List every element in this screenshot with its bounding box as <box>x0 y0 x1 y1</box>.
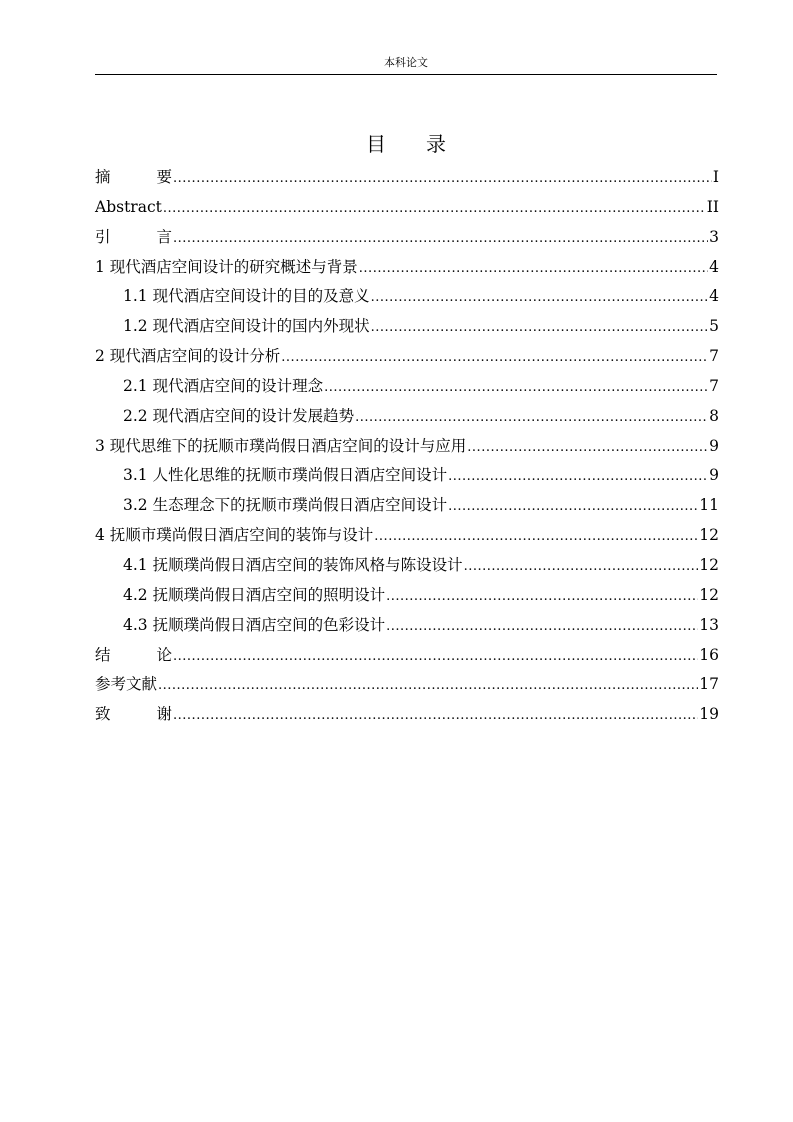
table-of-contents <box>95 163 719 730</box>
toc-entry-label <box>123 312 370 342</box>
running-header <box>95 56 717 75</box>
toc-entry-label-text: 2.2 现代酒店空间的设计发展趋势 <box>123 406 355 425</box>
toc-entry-page-number: 12 <box>699 526 719 545</box>
toc-entry-label <box>123 491 447 521</box>
toc-entry-page-number: 12 <box>699 585 719 604</box>
toc-entry-label-text: 4.1 抚顺璞尚假日酒店空间的装饰风格与陈设设计 <box>123 555 463 574</box>
toc-entry[interactable] <box>95 521 719 551</box>
toc-entry-label <box>95 342 280 372</box>
toc-entry-label <box>123 551 463 581</box>
toc-entry-label <box>95 670 157 700</box>
toc-entry-label-text-2: 要 <box>156 168 173 186</box>
toc-entry-label-text: 4.3 抚顺璞尚假日酒店空间的色彩设计 <box>123 615 386 634</box>
toc-entry-label <box>95 700 172 730</box>
toc-entry-page-number: II <box>706 197 719 216</box>
toc-dot-leader <box>173 642 698 672</box>
toc-entry[interactable] <box>95 342 719 372</box>
toc-entry-label <box>95 432 466 462</box>
toc-entry-label <box>123 461 447 491</box>
toc-entry-label-text: 结 <box>95 645 111 664</box>
toc-entry-page-number: 7 <box>709 347 719 366</box>
toc-entry-page-number: 12 <box>699 555 719 574</box>
toc-entry-label <box>123 282 370 312</box>
toc-entry-label <box>123 372 323 402</box>
toc-entry-label <box>95 163 172 193</box>
toc-dot-leader <box>464 552 699 582</box>
toc-dot-leader <box>386 612 698 642</box>
toc-entry-label-text: 2 现代酒店空间的设计分析 <box>95 347 281 366</box>
toc-entry[interactable] <box>95 163 719 193</box>
toc-dot-leader <box>173 701 698 731</box>
toc-title-char-2: 录 <box>426 132 446 156</box>
toc-entry-label <box>95 641 172 671</box>
toc-entry[interactable] <box>95 700 719 730</box>
toc-entry-label <box>123 581 385 611</box>
toc-dot-leader <box>281 343 708 373</box>
toc-entry-label-text: 4 抚顺市璞尚假日酒店空间的装饰与设计 <box>95 526 374 545</box>
toc-entry[interactable] <box>95 551 719 581</box>
toc-entry-label-text: 4.2 抚顺璞尚假日酒店空间的照明设计 <box>123 585 386 604</box>
toc-entry-label-text: 2.1 现代酒店空间的设计理念 <box>123 376 324 395</box>
toc-entry-label-text: 3.1 人性化思维的抚顺市璞尚假日酒店空间设计 <box>123 466 448 485</box>
toc-entry-label-text-2: 论 <box>156 645 173 664</box>
toc-dot-leader <box>371 313 709 343</box>
toc-entry-page-number: 8 <box>709 406 719 425</box>
toc-entry-label-text: 引 <box>95 227 111 246</box>
toc-entry-page-number: 7 <box>709 376 719 395</box>
toc-entry-label <box>95 253 358 283</box>
toc-entry-page-number: 9 <box>709 436 719 455</box>
toc-dot-leader <box>173 224 708 254</box>
toc-entry-label <box>123 402 354 432</box>
toc-dot-leader <box>448 462 708 492</box>
toc-entry[interactable] <box>95 193 719 223</box>
toc-entry-page-number: 16 <box>699 645 719 664</box>
toc-entry-label <box>95 521 373 551</box>
toc-dot-leader <box>355 403 708 433</box>
toc-entry-page-number: 13 <box>699 615 719 634</box>
toc-entry[interactable] <box>95 282 719 312</box>
toc-entry[interactable] <box>95 372 719 402</box>
toc-dot-leader <box>324 373 708 403</box>
toc-entry-label-text: 致 <box>95 705 111 724</box>
toc-title-char-1: 目 <box>366 132 386 156</box>
toc-entry[interactable] <box>95 223 719 253</box>
toc-entry-label-text: 参考文献 <box>95 675 158 694</box>
toc-dot-leader <box>467 433 708 463</box>
toc-entry-label-text: 3 现代思维下的抚顺市璞尚假日酒店空间的设计与应用 <box>95 436 467 455</box>
toc-entry-label-text: 1.2 现代酒店空间设计的国内外现状 <box>123 317 370 336</box>
toc-dot-leader <box>158 671 698 701</box>
running-header-title: 本科论文 <box>384 56 428 69</box>
toc-entry-label-text: 摘 <box>95 168 111 186</box>
toc-entry-page-number: I <box>712 168 719 186</box>
toc-title <box>95 131 717 157</box>
toc-entry-page-number: 5 <box>709 317 719 336</box>
toc-entry[interactable] <box>95 461 719 491</box>
toc-entry[interactable] <box>95 402 719 432</box>
toc-entry-label <box>123 611 385 641</box>
toc-entry-label <box>95 223 172 253</box>
toc-dot-leader <box>448 492 698 522</box>
toc-entry-page-number: 3 <box>709 227 719 246</box>
toc-entry-label-text-2: 谢 <box>156 705 173 724</box>
toc-dot-leader <box>163 194 706 224</box>
toc-entry-label-text: Abstract <box>95 197 162 216</box>
toc-dot-leader <box>371 283 709 313</box>
toc-entry[interactable] <box>95 641 719 671</box>
toc-dot-leader <box>359 254 708 284</box>
toc-entry[interactable] <box>95 670 719 700</box>
toc-entry-page-number: 4 <box>709 287 719 306</box>
toc-dot-leader <box>374 522 698 552</box>
toc-entry-label-text-2: 言 <box>156 227 173 246</box>
toc-entry-label <box>95 193 162 223</box>
toc-entry[interactable] <box>95 253 719 283</box>
toc-entry[interactable] <box>95 581 719 611</box>
toc-entry-page-number: 4 <box>709 257 719 276</box>
toc-entry-page-number: 9 <box>709 466 719 485</box>
toc-entry-label-text: 1.1 现代酒店空间设计的目的及意义 <box>123 287 370 306</box>
toc-dot-leader <box>386 582 698 612</box>
toc-entry-page-number: 11 <box>699 496 719 515</box>
toc-entry[interactable] <box>95 611 719 641</box>
toc-entry[interactable] <box>95 312 719 342</box>
toc-entry-page-number: 19 <box>699 705 719 724</box>
toc-entry[interactable] <box>95 432 719 462</box>
toc-entry-label-text: 1 现代酒店空间设计的研究概述与背景 <box>95 257 358 276</box>
toc-entry-page-number: 17 <box>699 675 719 694</box>
toc-entry-label-text: 3.2 生态理念下的抚顺市璞尚假日酒店空间设计 <box>123 496 448 515</box>
toc-entry[interactable] <box>95 491 719 521</box>
toc-dot-leader <box>173 164 712 194</box>
